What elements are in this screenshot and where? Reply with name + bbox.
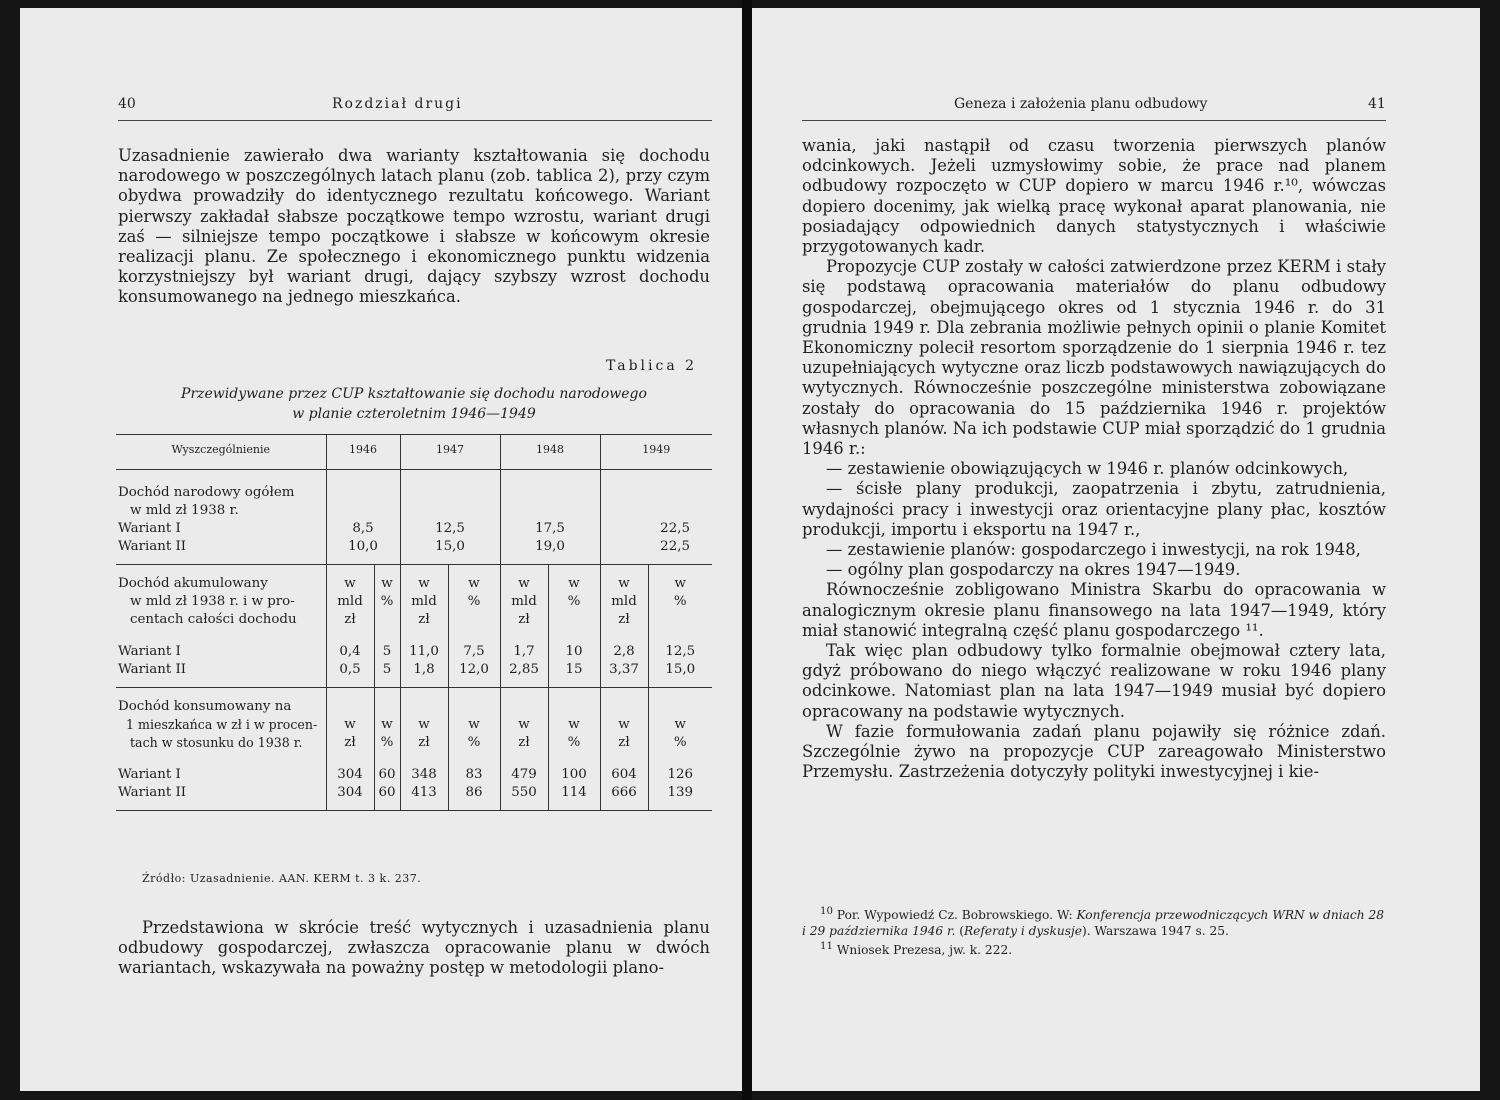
unit-cell: w [600,716,648,734]
unit-cell: w [448,565,500,594]
unit-cell: zł [500,611,548,629]
table-row [116,716,712,734]
unit-cell: zł [600,611,648,629]
footnote-title: Referaty i dyskusje [963,924,1083,939]
table-cell: 12,5 [400,520,500,538]
unit-cell: mld [400,593,448,611]
unit-cell: % [648,734,712,752]
table-header-row [116,435,712,470]
unit-cell: w [500,565,548,594]
table-cell: 22,5 [600,520,712,538]
table-row [116,784,712,811]
table-cell: 15,0 [400,538,500,565]
paragraph: Równocześnie zobligowano Ministra Skarbu do opracowania w analogicznym okresie planu finansowego na lata 1947—1949, który miał stanowić integralną część planu gospodarczego ¹¹. [802,580,1386,640]
row-label: Dochód akumulowany [118,576,268,591]
table-row [116,502,712,520]
footnotes [802,904,1384,958]
paragraph: Propozycje CUP zostały w całości zatwierdzone przez KERM i stały się podstawą opracowania materiałów do planu odbudowy gospodarczej, obejmującego okres od 1 stycznia 1946 r. do 31 grudnia 1949 r. Dla zebrania możliwie pełnych opinii o planie Komitet Ekonomiczny polecił resortom sporządzenie do 1 sierpnia 1946 r. tez uzupełniających wytyczne oraz liczb podstawowych nawiązujących do wytycznych. Równocześnie poszczególne ministerstwa zobowiązane zostały do opracowania do 15 października 1946 r. projektów własnych planów. Na ich podstawie CUP miał sporządzić do 1 grudnia 1946 r.: [802,257,1386,459]
table-cell: 413 [400,784,448,811]
table-cell: 12,0 [448,661,500,688]
unit-cell: w [400,716,448,734]
paragraph: W fazie formułowania zadań planu pojawiły się różnice zdań. Szczególnie żywo na propozycje CUP zareagowało Ministerstwo Przemysłu. Zastrzeżenia dotyczyły polityki inwestycyjnej i kie- [802,721,1386,782]
paragraph: Tak więc plan odbudowy tylko formalnie obejmował cztery lata, gdyż próbowano do niego włączyć realizowane w roku 1946 plany odcinkowe. Natomiast plan na lata 1947—1949 musiał być dopiero opracowany na podstawie wytycznych. [802,641,1386,721]
table-cell: 304 [326,752,374,784]
table-row [116,611,712,629]
table-cell: 604 [600,752,648,784]
running-head-right: Geneza i założenia planu odbudowy [954,96,1208,112]
unit-cell: w [648,565,712,594]
table-cell: 100 [548,752,600,784]
row-label: Wariant I [118,521,181,536]
table-row [116,752,712,784]
table-cell: 15,0 [648,661,712,688]
unit-cell: zł [400,734,448,752]
table-cell: 7,5 [448,629,500,661]
header-rule-right [802,120,1386,121]
table-row [116,565,712,594]
running-head-left: Rozdział drugi [332,96,463,112]
left-page [20,8,742,1091]
table-row [116,520,712,538]
table-row [116,538,712,565]
dash-item: — zestawienie planów: gospodarczego i inwestycji, na rok 1948, [826,540,1361,560]
unit-cell: % [548,593,600,611]
unit-cell: w [400,565,448,594]
table-cell: 2,8 [600,629,648,661]
unit-cell: w [548,716,600,734]
right-page [752,8,1480,1091]
table-cell: 15 [548,661,600,688]
header-cell: 1949 [600,435,712,470]
unit-cell: w [600,565,648,594]
table-row [116,629,712,661]
table-row [116,593,712,611]
unit-cell: w [374,716,400,734]
table-source: Źródło: Uzasadnienie. AAN. KERM t. 3 k. 237. [142,872,422,885]
right-body [802,136,1386,783]
table-cell: 60 [374,752,400,784]
table-cell: 12,5 [648,629,712,661]
unit-cell: w [326,565,374,594]
left-body-bottom [118,918,710,979]
unit-cell: zł [326,734,374,752]
book-gutter [742,0,752,1100]
header-rule-left [118,120,712,121]
row-label: Dochód konsumowany na [118,699,292,714]
table-row [116,734,712,752]
table-cell: 550 [500,784,548,811]
unit-cell: w [326,716,374,734]
page-number-right: 41 [1368,96,1386,112]
unit-cell: mld [600,593,648,611]
table-cell: 666 [600,784,648,811]
footnote-number: 11 [820,941,833,953]
table-cell: 86 [448,784,500,811]
table-cell: 304 [326,784,374,811]
table-cell: 22,5 [600,538,712,565]
table-cell: 83 [448,752,500,784]
table-cell: 10,0 [326,538,400,565]
header-cell: Wyszczególnienie [116,435,326,470]
unit-cell: mld [326,593,374,611]
dash-item: — ogólny plan gospodarczy na okres 1947—1949. [826,560,1241,580]
table-cell: 1,7 [500,629,548,661]
row-label: centach całości dochodu [130,612,297,627]
table-row [116,470,712,503]
unit-cell: % [374,734,400,752]
unit-cell: % [548,734,600,752]
table-cell: 139 [648,784,712,811]
unit-cell: % [648,593,712,611]
paragraph: Przedstawiona w skrócie treść wytycznych i uzasadnienia planu odbudowy gospodarczej, zwłaszcza opracowanie planu w dwóch wariantach, wskazywała na poważny postęp w metodologii plano- [118,918,710,978]
table-caption-line: Przewidywane przez CUP kształtowanie się dochodu narodowego [181,386,647,402]
row-label: 1 mieszkańca w zł i w procen- [126,717,318,732]
header-cell: 1946 [326,435,400,470]
unit-cell: % [448,593,500,611]
unit-cell: mld [500,593,548,611]
footnote-text: Wniosek Prezesa, jw. k. 222. [836,943,1013,958]
footnote-title: Konferencja przewodniczących WRN w dniach 28 i 29 października 1946 r. [802,908,1384,939]
row-label: tach w stosunku do 1938 r. [130,735,303,750]
table-cell: 17,5 [500,520,600,538]
table-cell: 11,0 [400,629,448,661]
row-label: Dochód narodowy ogółem [118,485,295,500]
row-label: w mld zł 1938 r. [130,503,239,518]
table-cell: 348 [400,752,448,784]
unit-cell: w [648,716,712,734]
header-cell: 1948 [500,435,600,470]
table-cell: 3,37 [600,661,648,688]
table-cell: 0,5 [326,661,374,688]
table-row [116,661,712,688]
unit-cell: zł [326,611,374,629]
dash-item: — ścisłe plany produkcji, zaopatrzenia i zbytu, zatrudnienia, wydajności pracy i inwestycji oraz orientacyjne plany płac, kosztów produkcji, importu i eksportu na 1947 r., [802,479,1386,539]
left-body-top [118,146,710,308]
paragraph: wania, jaki nastąpił od czasu tworzenia pierwszych planów odcinkowych. Jeżeli uzmysłowimy sobie, że prace nad planem odbudowy rozpoczęto w CUP dopiero w marcu 1946 r.¹⁰, wówczas dopiero docenimy, jak wielką pracę wykonał aparat planowania, nie posiadający odpowiednich danych statystycznych i właściwie przygotowanych kadr. [802,136,1386,257]
footnote-text: Por. Wypowiedź Cz. Bobrowskiego. W: [836,908,1077,923]
data-table [116,434,712,811]
table-cell: 5 [374,629,400,661]
footnote-number: 10 [820,906,833,917]
page-number-left: 40 [118,96,136,112]
table-cell: 1,8 [400,661,448,688]
row-label: Wariant II [116,661,326,688]
unit-cell: % [374,593,400,611]
header-cell: 1947 [400,435,500,470]
table-cell: 10 [548,629,600,661]
row-label: Wariant II [116,538,326,565]
table-caption [118,384,710,424]
table-row [116,688,712,717]
unit-cell: % [448,734,500,752]
table-cell: 479 [500,752,548,784]
table-caption-line: w planie czteroletnim 1946—1949 [292,406,536,422]
row-label: Wariant II [116,784,326,811]
paragraph: Uzasadnienie zawierało dwa warianty kształtowania się dochodu narodowego w poszczególnych latach planu (zob. tablica 2), przy czym obydwa prowadziły do identycznego rezultatu końcowego. Wariant pierwszy zakładał słabsze początkowe tempo wzrostu, wariant drugi zaś — silniejsze tempo początkowe i słabsze w końcowym okresie realizacji planu. Ze społecznego i ekonomicznego punktu widzenia korzystniejszy był wariant drugi, dający szybszy wzrost dochodu konsumowanego na jednego mieszkańca. [118,146,710,307]
table-cell: 5 [374,661,400,688]
table-cell: 8,5 [326,520,400,538]
dash-item: — zestawienie obowiązujących w 1946 r. planów odcinkowych, [826,459,1349,479]
unit-cell: w [448,716,500,734]
unit-cell: zł [500,734,548,752]
footnote-11 [802,939,1384,958]
footnote-text: ( [955,924,964,939]
unit-cell: w [548,565,600,594]
table-cell: 60 [374,784,400,811]
table-cell: 19,0 [500,538,600,565]
row-label: w mld zł 1938 r. i w pro- [130,594,295,609]
row-label: Wariant I [118,644,181,659]
table-cell: 2,85 [500,661,548,688]
table-cell: 0,4 [326,629,374,661]
unit-cell: zł [600,734,648,752]
footnote-10 [802,904,1384,939]
unit-cell: w [500,716,548,734]
table-label: Tablica 2 [606,358,698,374]
unit-cell: zł [400,611,448,629]
table-cell: 114 [548,784,600,811]
footnote-text: ). Warszawa 1947 s. 25. [1082,924,1229,939]
table-cell: 126 [648,752,712,784]
unit-cell: w [374,565,400,594]
row-label: Wariant I [118,767,181,782]
